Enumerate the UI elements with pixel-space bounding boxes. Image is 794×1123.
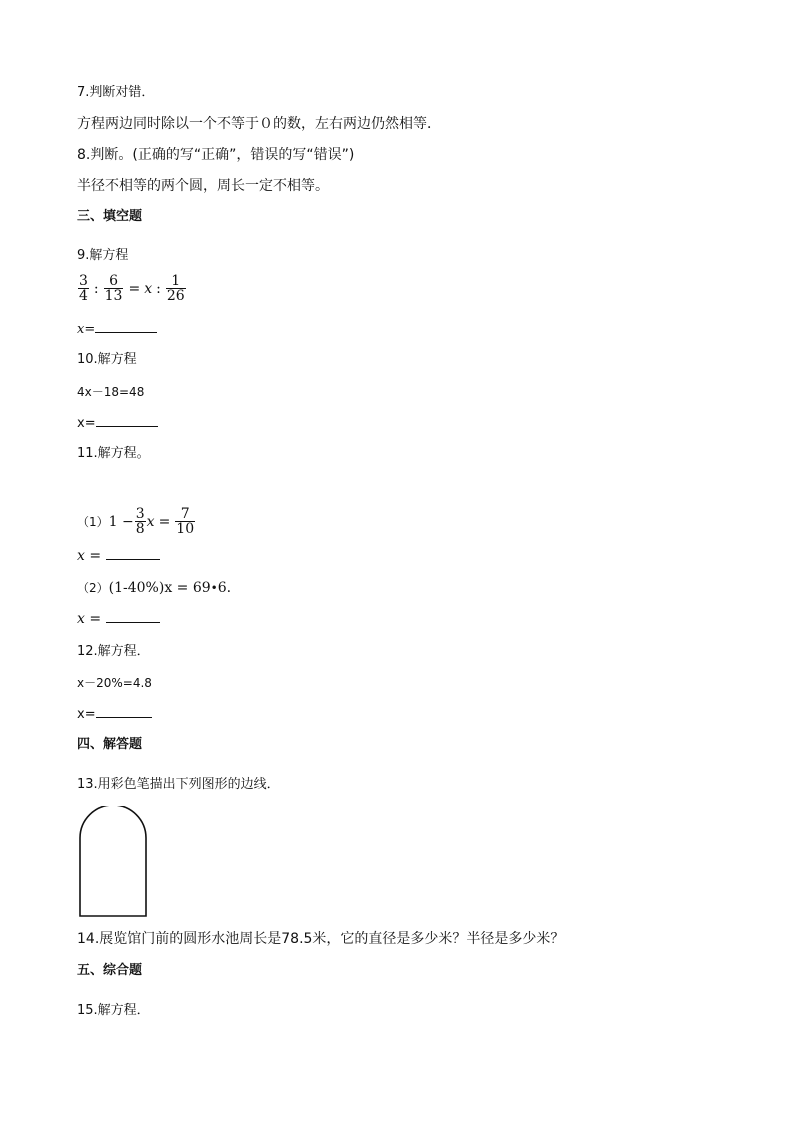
q11-part1-answer: x = — [77, 547, 160, 565]
section-4-heading: 四、解答题 — [77, 737, 143, 752]
q12-title: 12.解方程． — [77, 644, 150, 659]
q11-part2-answer: x = — [77, 610, 160, 628]
q11-title: 11.解方程。 — [77, 446, 150, 461]
arched-door-figure — [78, 806, 150, 918]
q9-fraction-b: $\frac{6}{13}$ — [104, 273, 123, 304]
q9-equation: $\frac{3}{4}$ : $\frac{6}{13}$ = x : $\frac{1}{26}$ — [79, 273, 185, 304]
q11-part2-answer-blank[interactable] — [106, 610, 160, 623]
q9-fraction-a: $\frac{3}{4}$ — [79, 273, 88, 304]
q9-fraction-c: $\frac{1}{26}$ — [166, 273, 185, 304]
q10-answer-blank[interactable] — [96, 414, 158, 427]
q11-part1-answer-blank[interactable] — [106, 547, 160, 560]
q9-answer-blank[interactable] — [95, 320, 157, 333]
q7-title: 7.判断对错． — [77, 85, 155, 100]
arched-door-outline — [80, 806, 146, 916]
q8-title: 8.判断。(正确的写“正确”，错误的写“错误”) — [77, 147, 355, 163]
q12-answer: x= — [77, 705, 152, 724]
q9-title: 9.解方程 — [77, 248, 129, 263]
q9-answer: x= — [77, 320, 157, 339]
q11-part1-equation: （1） 1 − $\frac{3}{8}$ x = $\frac{7}{10}$ — [77, 506, 195, 537]
q14-title: 14.展览馆门前的圆形水池周长是78.5米，它的直径是多少米？半径是多少米？ — [77, 931, 565, 947]
q11-part2-equation: （2）(1-40%)x = 69•6. — [77, 580, 232, 596]
q8-statement: 半径不相等的两个圆，周长一定不相等。 — [77, 178, 329, 194]
section-3-heading: 三、填空题 — [77, 209, 143, 224]
q10-title: 10.解方程 — [77, 352, 137, 367]
q13-title: 13.用彩色笔描出下列图形的边线． — [77, 777, 280, 792]
q10-answer: x= — [77, 414, 158, 433]
q11-fraction-7-10: $\frac{7}{10}$ — [176, 506, 195, 537]
q12-equation: x－20%=4.8 — [77, 676, 152, 690]
q10-equation: 4x－18=48 — [77, 385, 145, 399]
q11-fraction-3-8: $\frac{3}{8}$ — [135, 506, 145, 537]
q12-answer-blank[interactable] — [96, 705, 152, 718]
q15-title: 15.解方程． — [77, 1003, 150, 1018]
q7-statement: 方程两边同时除以一个不等于０的数，左右两边仍然相等． — [77, 116, 441, 132]
section-5-heading: 五、综合题 — [77, 963, 143, 978]
